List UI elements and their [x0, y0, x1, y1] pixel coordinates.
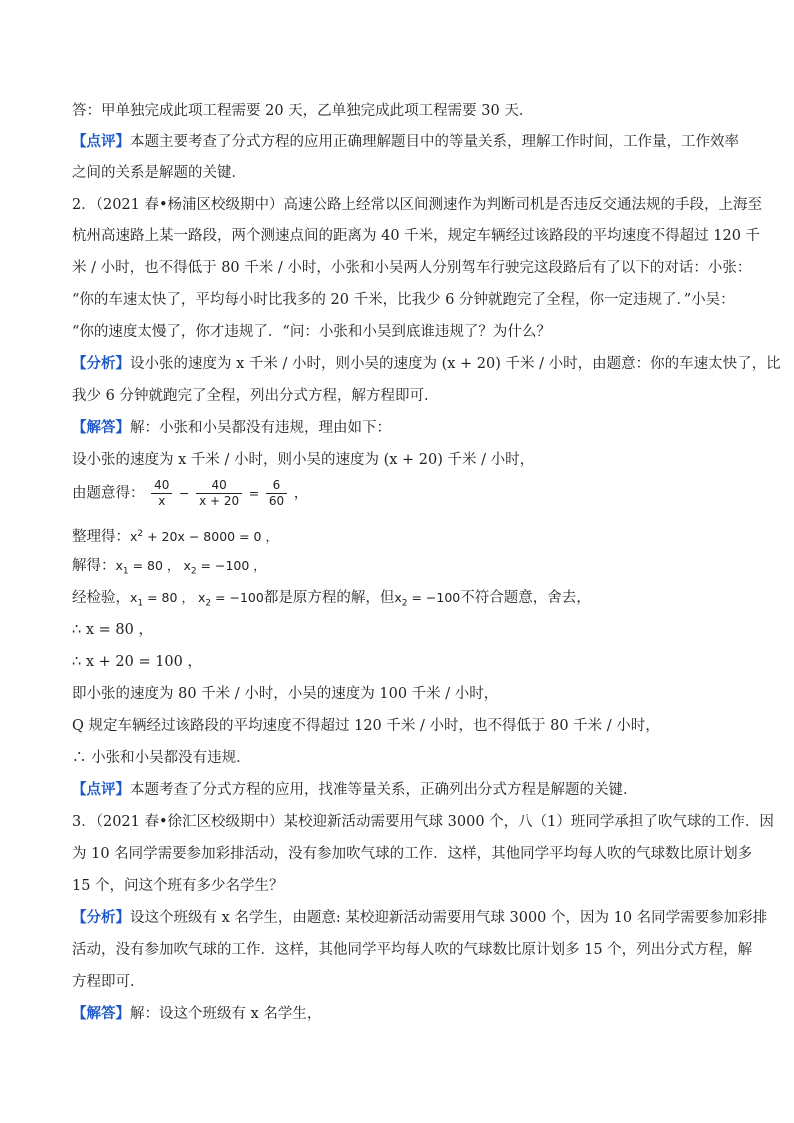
analysis-line-cont: 我少 6 分钟就跑完了全程，列出分式方程，解方程即可． [72, 388, 439, 404]
solution-line: Q 规定车辆经过该路段的平均速度不得超过 120 千米 / 小时，也不得低于 80 千米 / 小时， [72, 718, 660, 734]
question-2-line: “你的速度太慢了，你才违规了．“问：小张和小吴到底谁违规了？为什么？ [72, 324, 551, 340]
solution-tag: 【解答】 [72, 1005, 130, 1022]
analysis-line-cont: 方程即可． [72, 974, 145, 990]
question-2-line: 2．（2021 春•杨浦区校级期中）高速公路上经常以区间测速作为判断司机是否违反交通法规的手段，上海至 [72, 197, 763, 213]
analysis-tag: 【分析】 [72, 355, 130, 372]
fraction: $\frac{6}{60}$ [266, 478, 287, 509]
analysis-tag: 【分析】 [72, 909, 130, 926]
comment-line: 【点评】本题考查了分式方程的应用，找准等量关系，正确列出分式方程是解题的关键． [72, 781, 638, 798]
analysis-line-cont: 活动，没有参加吹气球的工作．这样，其他同学平均每人吹的气球数比原计划多 15 个，列出分式方程，解 [72, 942, 753, 958]
equation-line: 解得：$x_1 = 80$ ， $x_2 = -100$ ， [72, 558, 266, 577]
question-3-line: 为 10 名同学需要参加彩排活动，没有参加吹气球的工作．这样，其他同学平均每人吹的气球数比原计划多 [72, 846, 753, 862]
question-2-line: 米 / 小时，也不得低于 80 千米 / 小时，小张和小吴两人分别驾车行驶完这段路后有了以下的对话：小张： [72, 260, 752, 276]
question-3-line: 3．（2021 春•徐汇区校级期中）某校迎新活动需要用气球 3000 个，八（1）班同学承担了吹气球的工作．因 [72, 814, 774, 830]
analysis-line: 【分析】设小张的速度为 x 千米 / 小时，则小吴的速度为 (x + 20) 千米 / 小时，由题意：你的车速太快了，比 [72, 355, 781, 372]
question-2-line: “你的车速太快了，平均每小时比我多的 20 千米，比我少 6 分钟就跑完了全程，你一定违规了．”小吴： [72, 292, 735, 308]
equation-line: 由题意得： $\frac{40}{x}$ − $\frac{40}{x + 20}$ = $\frac{6}{60}$ ， [72, 478, 309, 508]
equation-line: ∴ x + 20 = 100 ， [72, 654, 202, 670]
equation-line: 整理得：$x^2 + 20x - 8000 = 0$ ， [72, 529, 278, 546]
comment-line-cont: 之间的关系是解题的关键． [72, 165, 246, 181]
comment-tag: 【点评】 [72, 781, 130, 798]
answer-line: 答：甲单独完成此项工程需要 20 天，乙单独完成此项工程需要 30 天． [72, 103, 534, 119]
solution-line: 设小张的速度为 x 千米 / 小时，则小吴的速度为 (x + 20) 千米 / 小时， [72, 452, 535, 468]
solution-line: 【解答】解：设这个班级有 x 名学生， [72, 1005, 322, 1022]
solution-line: 【解答】解：小张和小吴都没有违规，理由如下： [72, 419, 391, 436]
fraction: $\frac{40}{x + 20}$ [196, 478, 242, 509]
equation-line: ∴ x = 80 ， [72, 622, 153, 638]
solution-tag: 【解答】 [72, 419, 130, 436]
comment-tag: 【点评】 [72, 133, 130, 150]
solution-line: ∴ 小张和小吴都没有违规． [72, 750, 251, 766]
question-3-line: 15 个，问这个班有多少名学生？ [72, 878, 284, 894]
analysis-line: 【分析】设这个班级有 x 名学生，由题意: 某校迎新活动需要用气球 3000 个，因为 10 名同学需要参加彩排 [72, 909, 768, 926]
solution-line: 即小张的速度为 80 千米 / 小时，小吴的速度为 100 千米 / 小时， [72, 686, 499, 702]
equation-line: 经检验，$x_1 = 80$ ， $x_2 = -100$都是原方程的解，但$x_2 = -100$不符合题意，舍去， [72, 590, 591, 609]
question-2-line: 杭州高速路上某一路段，两个测速点间的距离为 40 千米，规定车辆经过该路段的平均速度不得超过 120 千 [72, 228, 761, 244]
comment-line: 【点评】本题主要考查了分式方程的应用正确理解题目中的等量关系，理解工作时间，工作量，工作效率 [72, 133, 739, 150]
fraction: $\frac{40}{x}$ [151, 478, 172, 509]
